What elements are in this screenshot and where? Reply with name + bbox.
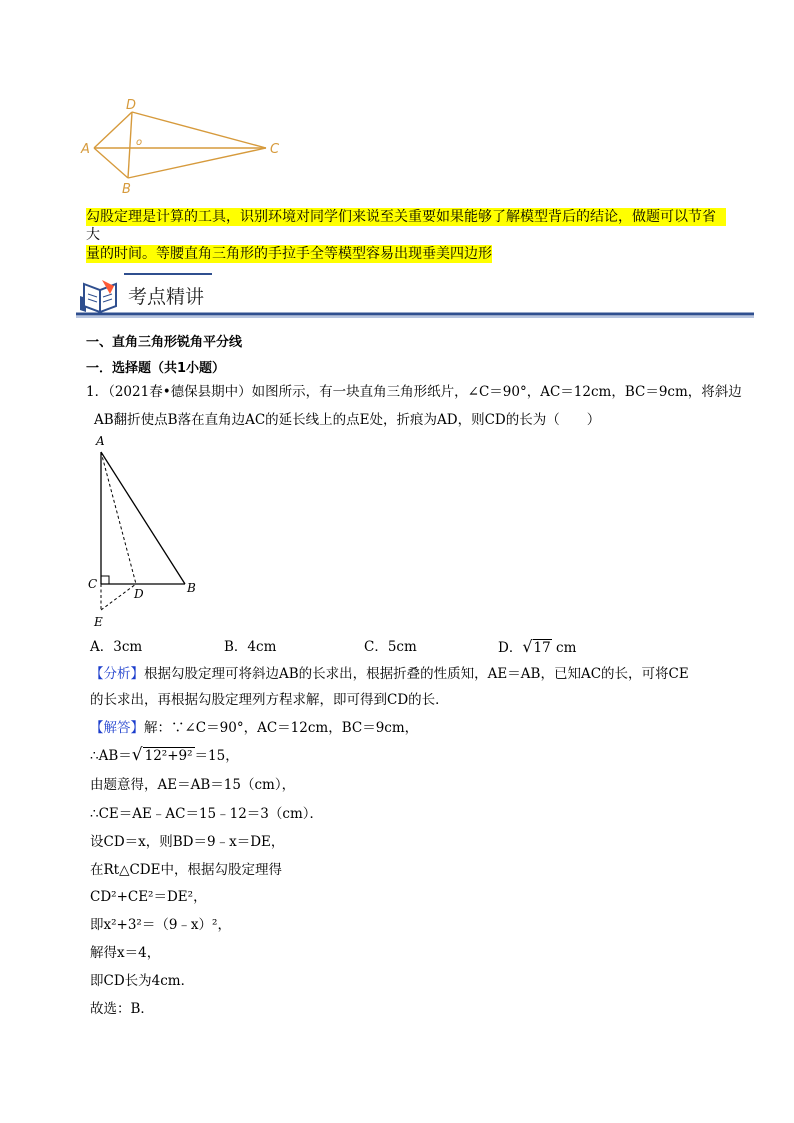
- answer-step-10: 故选：B．: [90, 1001, 154, 1017]
- analysis-tag: 【分析】: [90, 666, 144, 682]
- answer-line-1: [90, 719, 418, 737]
- triangle-figure: [86, 432, 206, 632]
- answer-step-6: CD²+CE²＝DE²，: [90, 889, 207, 905]
- option-d: [498, 638, 576, 657]
- sqrt-sign-icon: √: [522, 637, 533, 656]
- topic-heading: 一、直角三角形锐角平分线: [86, 335, 243, 350]
- kite-label-d: D: [126, 98, 137, 113]
- option-c: C．5cm: [364, 639, 417, 655]
- answer-step-9: 即CD长为4cm．: [90, 973, 195, 989]
- section-title: 考点精讲: [128, 286, 205, 308]
- kite-label-o: o: [136, 137, 143, 148]
- option-b: B．4cm: [224, 639, 277, 655]
- kite-label-c: C: [270, 142, 280, 157]
- answer-ab-radicand: 12²+9²: [144, 748, 193, 764]
- kite-figure: [78, 96, 288, 196]
- question-type-heading: 一．选择题（共1小题）: [86, 361, 226, 376]
- answer-ab-prefix: ∴AB＝: [90, 748, 132, 764]
- option-d-radicand: 17: [533, 640, 551, 656]
- triangle-label-e: E: [94, 615, 103, 629]
- option-d-unit: cm: [551, 640, 577, 656]
- answer-step-2: 由题意得，AE＝AB＝15（cm），: [90, 777, 296, 793]
- analysis-line-1: [90, 665, 689, 683]
- triangle-label-b: B: [187, 581, 196, 595]
- triangle-label-d: D: [134, 587, 144, 601]
- answer-step-8: 解得x＝4，: [90, 945, 161, 961]
- answer-intro: 解：∵∠C＝90°，AC＝12cm，BC＝9cm，: [144, 720, 419, 736]
- answer-ab-line: [90, 746, 239, 765]
- kite-label-a: A: [81, 142, 90, 157]
- answer-step-3: ∴CE＝AE﹣AC＝15﹣12＝3（cm）．: [90, 806, 324, 822]
- question-line-1: 1．（2021春•德保县期中）如图所示，有一块直角三角形纸片，∠C＝90°，AC＝12cm，BC＝9cm，将斜边: [86, 384, 742, 400]
- kite-label-b: B: [122, 182, 131, 196]
- triangle-label-a: A: [96, 434, 105, 448]
- analysis-text-1: 根据勾股定理可将斜边AB的长求出，根据折叠的性质知，AE＝AB，已知AC的长，可将CE: [144, 666, 689, 682]
- answer-step-5: 在Rt△CDE中，根据勾股定理得: [90, 862, 282, 878]
- answer-step-4: 设CD＝x，则BD＝9﹣x＝DE，: [90, 834, 285, 850]
- highlight-block: [86, 208, 726, 273]
- option-a: A．3cm: [90, 639, 143, 655]
- answer-tag: 【解答】: [90, 720, 144, 736]
- analysis-line-2: 的长求出，再根据勾股定理列方程求解，即可得到CD的长．: [90, 692, 449, 708]
- triangle-label-c: C: [88, 577, 98, 591]
- sqrt-sign-icon: √: [131, 745, 143, 765]
- option-d-prefix: D．: [498, 640, 523, 656]
- highlight-line-2: 量的时间。等腰直角三角形的手拉手全等模型容易出现垂美四边形: [86, 246, 492, 262]
- book-icon: [84, 280, 116, 312]
- question-line-2: AB翻折使点B落在直角边AC的延长线上的点E处，折痕为AD，则CD的长为（ ）: [94, 412, 601, 428]
- highlight-line-1: 勾股定理是计算的工具，识别环境对同学们来说至关重要如果能够了解模型背后的结论，做题可以节省大: [86, 208, 726, 226]
- answer-step-7: 即x²+3²＝（9﹣x）²，: [90, 917, 231, 933]
- answer-ab-suffix: ＝15，: [194, 748, 239, 764]
